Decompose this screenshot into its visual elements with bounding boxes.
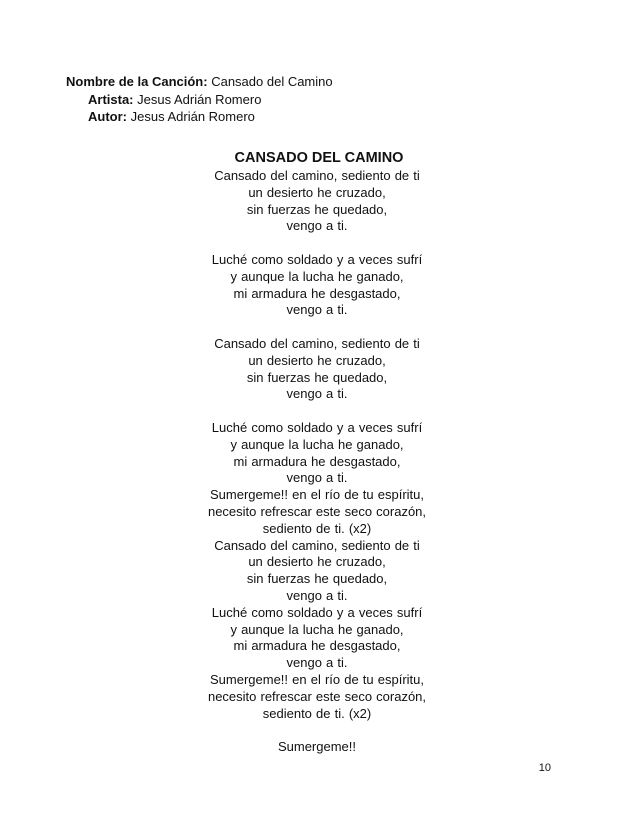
lyric-line: mi armadura he desgastado,: [233, 638, 401, 654]
artist-label: Artista:: [88, 91, 134, 107]
lyrics-block: [199, 168, 435, 756]
song-name-row: [66, 73, 333, 91]
lyric-line: necesito refrescar este seco corazón,: [207, 503, 427, 519]
author-value: Jesus Adrián Romero: [130, 109, 255, 124]
lyric-line: vengo a ti.: [286, 386, 348, 402]
song-title: CANSADO DEL CAMINO: [234, 150, 404, 166]
lyric-line: vengo a ti.: [286, 302, 348, 318]
song-name-label: Nombre de la Canción:: [66, 74, 208, 89]
lyric-line: sediento de ti. (x2): [262, 705, 372, 721]
stanza-gap: [199, 403, 435, 420]
artist-row: [66, 91, 333, 109]
lyric-line: sin fuerzas he quedado,: [246, 201, 388, 217]
lyric-line: un desierto he cruzado,: [248, 352, 386, 368]
lyric-line: vengo a ti.: [286, 218, 348, 234]
lyric-line: necesito refrescar este seco corazón,: [207, 688, 427, 704]
lyric-line: Sumergeme!!: [277, 739, 357, 755]
lyric-line: vengo a ti.: [286, 655, 348, 671]
lyric-line: Sumergeme!! en el río de tu espíritu,: [210, 671, 424, 687]
lyric-line: y aunque la lucha he ganado,: [230, 436, 404, 452]
lyric-line: Cansado del camino, sediento de ti: [214, 335, 420, 351]
song-name-value: Cansado del Camino: [211, 74, 333, 89]
page-number: 10: [538, 762, 551, 774]
lyric-line: vengo a ti.: [286, 587, 348, 603]
lyric-line: un desierto he cruzado,: [248, 184, 386, 200]
stanza-gap: [199, 722, 435, 739]
artist-value: Jesus Adrián Romero: [137, 91, 262, 107]
lyric-line: Sumergeme!! en el río de tu espíritu,: [210, 487, 424, 503]
lyric-line: sin fuerzas he quedado,: [246, 571, 388, 587]
lyric-line: Cansado del camino, sediento de ti: [214, 168, 420, 183]
lyric-line: sin fuerzas he quedado,: [246, 369, 388, 385]
lyric-line: un desierto he cruzado,: [248, 554, 386, 570]
lyric-line: Cansado del camino, sediento de ti: [214, 537, 420, 553]
author-row: [66, 108, 333, 126]
stanza-gap: [199, 319, 435, 336]
lyric-line: Luché como soldado y a veces sufrí: [211, 251, 423, 267]
lyric-line: mi armadura he desgastado,: [233, 453, 401, 469]
stanza-gap: [199, 235, 435, 252]
lyric-line: y aunque la lucha he ganado,: [230, 268, 404, 284]
lyric-line: y aunque la lucha he ganado,: [230, 621, 404, 637]
author-label: Autor:: [88, 109, 127, 124]
lyric-line: mi armadura he desgastado,: [233, 285, 401, 301]
lyric-line: sediento de ti. (x2): [262, 520, 372, 536]
lyric-line: Luché como soldado y a veces sufrí: [211, 604, 423, 620]
lyric-line: vengo a ti.: [286, 470, 348, 486]
lyric-line: Luché como soldado y a veces sufrí: [211, 419, 423, 435]
song-metadata: [66, 73, 333, 126]
